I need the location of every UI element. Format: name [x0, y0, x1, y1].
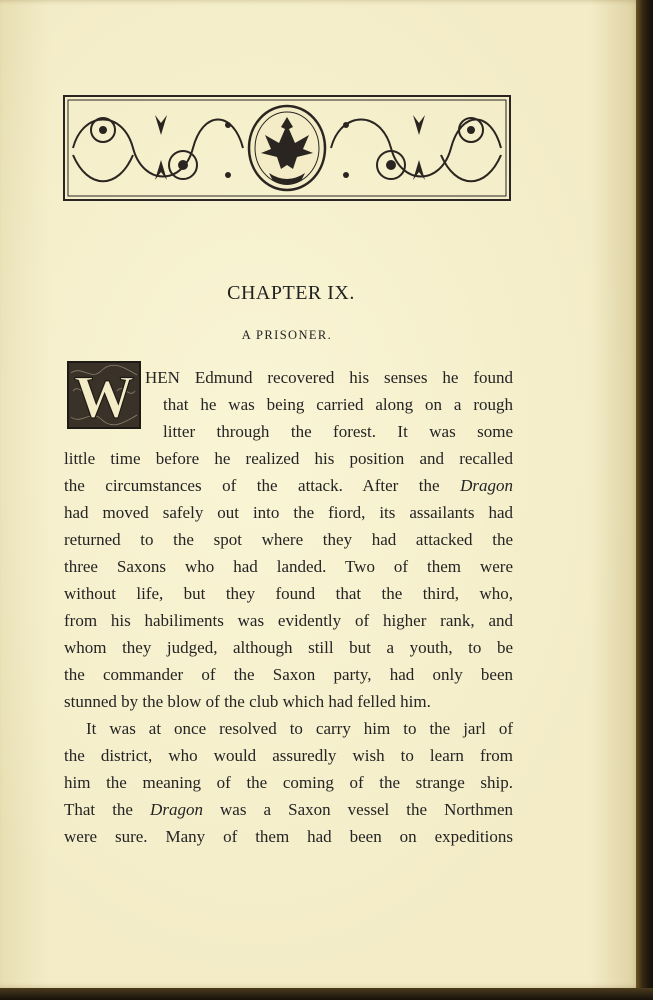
text-line: from his habiliments was evidently of higher rank, and	[64, 611, 513, 630]
text-line: had moved safely out into the fiord, its assailants had	[64, 503, 513, 522]
text-segment: the circumstances of the attack. After the	[64, 476, 440, 495]
text-line: him the meaning of the coming of the strange ship.	[64, 773, 513, 792]
text-line: litter through the forest. It was some	[163, 422, 513, 441]
chapter-title: CHAPTER IX.	[227, 282, 355, 304]
ornamental-headpiece	[63, 95, 511, 201]
ship-name-italic: Dragon	[150, 800, 203, 819]
text-line: were sure. Many of them had been on expeditions	[64, 827, 513, 846]
book-spine-edge	[636, 0, 653, 1000]
text-line: little time before he realized his position and recalled	[64, 449, 513, 468]
text-line: without life, but they found that the third, who,	[64, 584, 513, 603]
ship-name-italic: Dragon	[460, 476, 513, 495]
text-segment: That the	[64, 800, 133, 819]
text-line	[64, 472, 513, 499]
text-segment: was a Saxon vessel the Northmen	[220, 800, 514, 819]
text-line: the district, who would assuredly wish to learn from	[64, 746, 513, 765]
text-line: returned to the spot where they had attacked the	[64, 530, 513, 549]
book-bottom-edge	[0, 988, 653, 1000]
text-line: the commander of the Saxon party, had only been	[64, 665, 513, 684]
text-line: whom they judged, although still but a youth, to be	[64, 638, 513, 657]
text-line: It was at once resolved to carry him to the jarl of	[86, 719, 513, 738]
drop-cap-initial	[67, 361, 141, 429]
drop-cap-letter: W	[74, 364, 134, 429]
chapter-subtitle: A PRISONER.	[241, 328, 333, 342]
text-line: HEN Edmund recovered his senses he found	[145, 368, 513, 387]
text-line: that he was being carried along on a rough	[163, 395, 513, 414]
text-line: three Saxons who had landed. Two of them were	[64, 557, 513, 576]
text-line	[64, 796, 513, 823]
text-line: stunned by the blow of the club which had felled him.	[64, 692, 431, 711]
